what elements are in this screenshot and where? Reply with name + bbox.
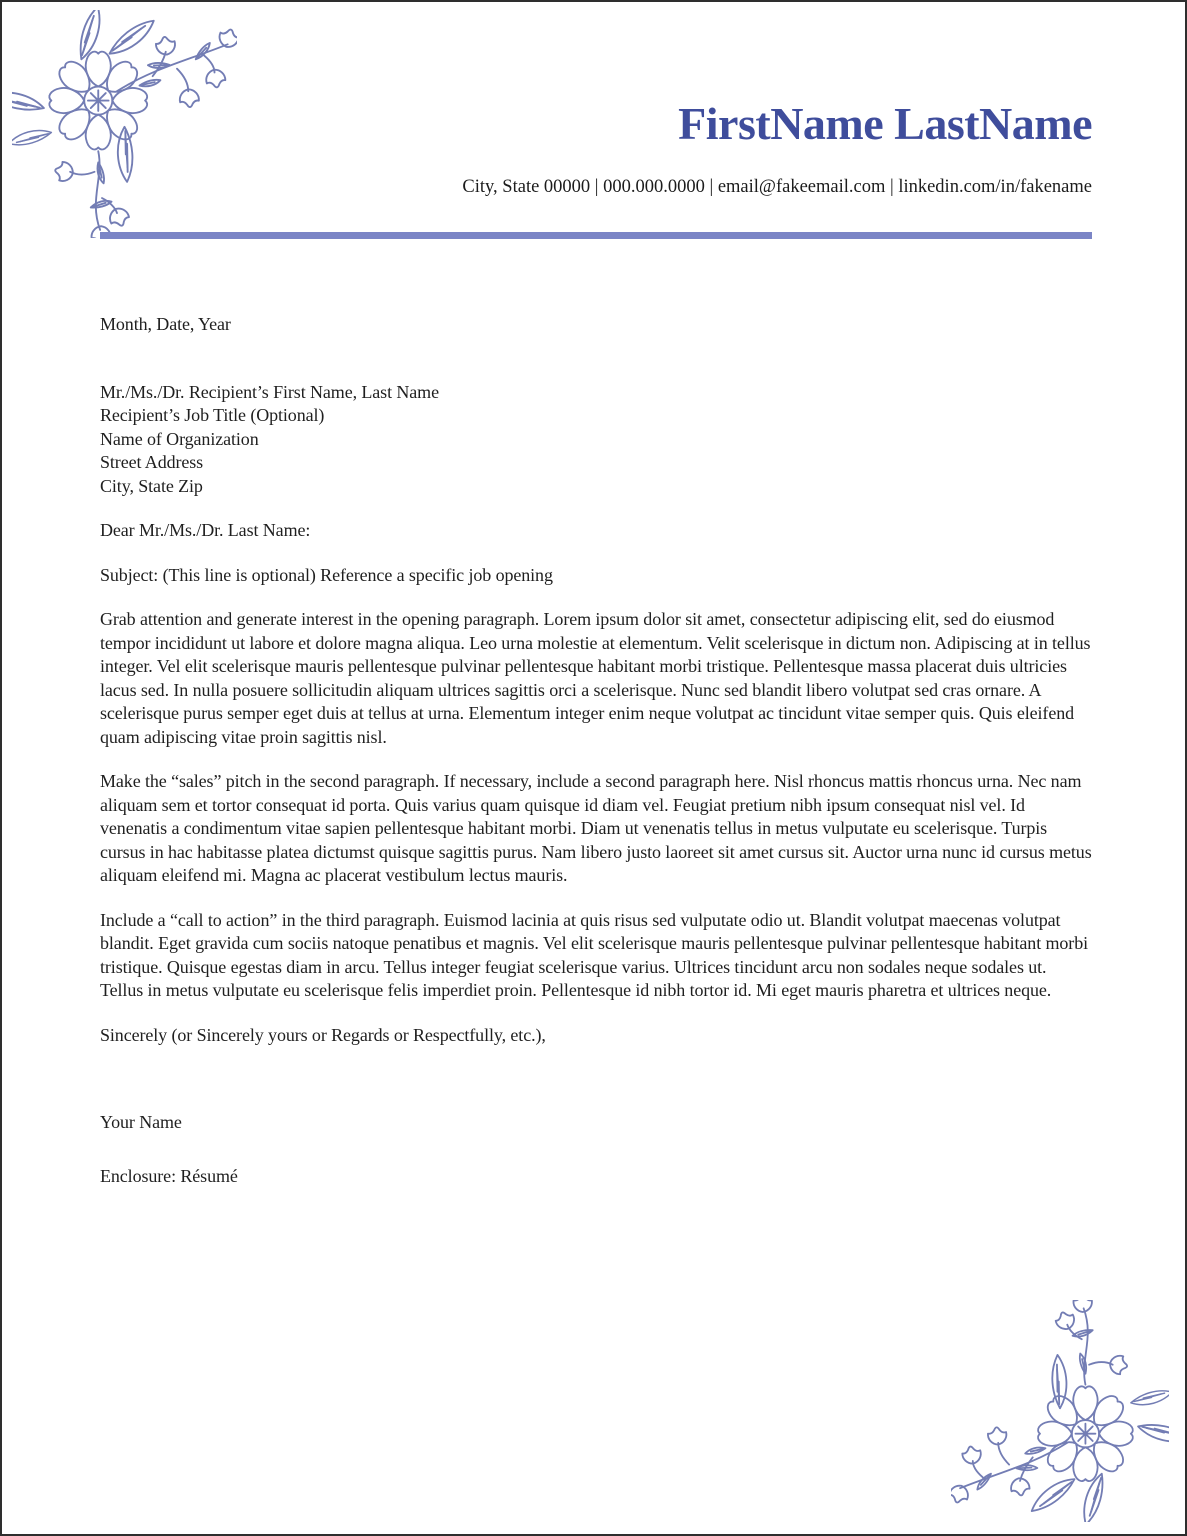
page-title: FirstName LastName bbox=[678, 98, 1092, 149]
paragraph-sales-pitch: Make the “sales” pitch in the second paragraph. If necessary, include a second paragraph here. Nisl rhoncus mattis rhoncus urna. Nec nam aliquam sem et tortor consequat id porta. Quis varius quam quisque id diam vel. Feugiat pretium nibh ipsum consequat nisl vel. Id venenatis a condimentum vitae sapien pellentesque habitant morbi. Diam ut venenatis tellus in metus vulputate eu scelerisque. Turpis cursus in hac habitasse platea dictumst quisque sagittis purus. Nam libero justo laoreet sit amet cursus sit. Auctor urna nunc id cursus metus aliquam eleifend mi. Magna ac placerat vestibulum lectus mauris. bbox=[100, 771, 1092, 885]
header-divider bbox=[100, 232, 1092, 239]
floral-ornament-bottom-right-icon bbox=[951, 1300, 1169, 1522]
contact-info: City, State 00000 | 000.000.0000 | email@fakeemail.com | linkedin.com/in/fakename bbox=[462, 177, 1092, 197]
recipient-name-line: Mr./Ms./Dr. Recipient’s First Name, Last Name bbox=[100, 381, 439, 402]
page-content bbox=[100, 2, 1092, 1188]
recipient-block bbox=[100, 381, 1092, 499]
signature-name: Your Name bbox=[100, 1112, 182, 1132]
recipient-street-line: Street Address bbox=[100, 452, 204, 472]
recipient-city-line: City, State Zip bbox=[100, 475, 203, 496]
paragraph-opening: Grab attention and generate interest in the opening paragraph. Lorem ipsum dolor sit amet, consectetur adipiscing elit, sed do eiusmod tempor incididunt ut labore et dolore magna aliqua. Leo urna molestie at elementum. Velit scelerisque in dictum non. Adipiscing at in tellus integer. Vel elit scelerisque mauris pellentesque pulvinar pellentesque habitant morbi tristique. Pellentesque massa placerat duis ultricies lacus sed. In nulla posuere sollicitudin aliquam ultrices sagittis orci a scelerisque. Nunc sed blandit libero volutpat sed cras ornare. A scelerisque purus semper eget duis at tellus at urna. Elementum integer enim neque volutpat ac tincidunt vitae semper quis. Quis eleifend quam adipiscing vitae proin sagittis nisl. bbox=[100, 609, 1091, 747]
recipient-organization-line: Name of Organization bbox=[100, 428, 259, 449]
paragraph-call-to-action: Include a “call to action” in the third paragraph. Euismod lacinia at quis risus sed vulputate odio ut. Blandit volutpat maecenas volutpat blandit. Eget gravida cum sociis natoque penatibus et magnis. Vel elit scelerisque mauris pellentesque pulvinar pellentesque habitant morbi tristique. Quisque egestas diam in arcu. Tellus integer feugiat scelerisque varius. Ultrices tincidunt arcu non sodales neque sodales ut. Tellus in metus vulputate eu scelerisque felis imperdiet proin. Pellentesque id nibh tortor id. Mi eget mauris pharetra et ultrices neque. bbox=[100, 909, 1089, 1000]
enclosure-line: Enclosure: Résumé bbox=[100, 1165, 238, 1186]
recipient-title-line: Recipient’s Job Title (Optional) bbox=[100, 405, 325, 425]
closing-line: Sincerely (or Sincerely yours or Regards or Respectfully, etc.), bbox=[100, 1024, 546, 1045]
letter-header bbox=[100, 99, 1092, 239]
subject-line: Subject: (This line is optional) Reference a specific job opening bbox=[100, 564, 553, 585]
salutation-line: Dear Mr./Ms./Dr. Last Name: bbox=[100, 520, 311, 540]
date-line: Month, Date, Year bbox=[100, 314, 231, 334]
letter-body bbox=[100, 313, 1092, 1188]
